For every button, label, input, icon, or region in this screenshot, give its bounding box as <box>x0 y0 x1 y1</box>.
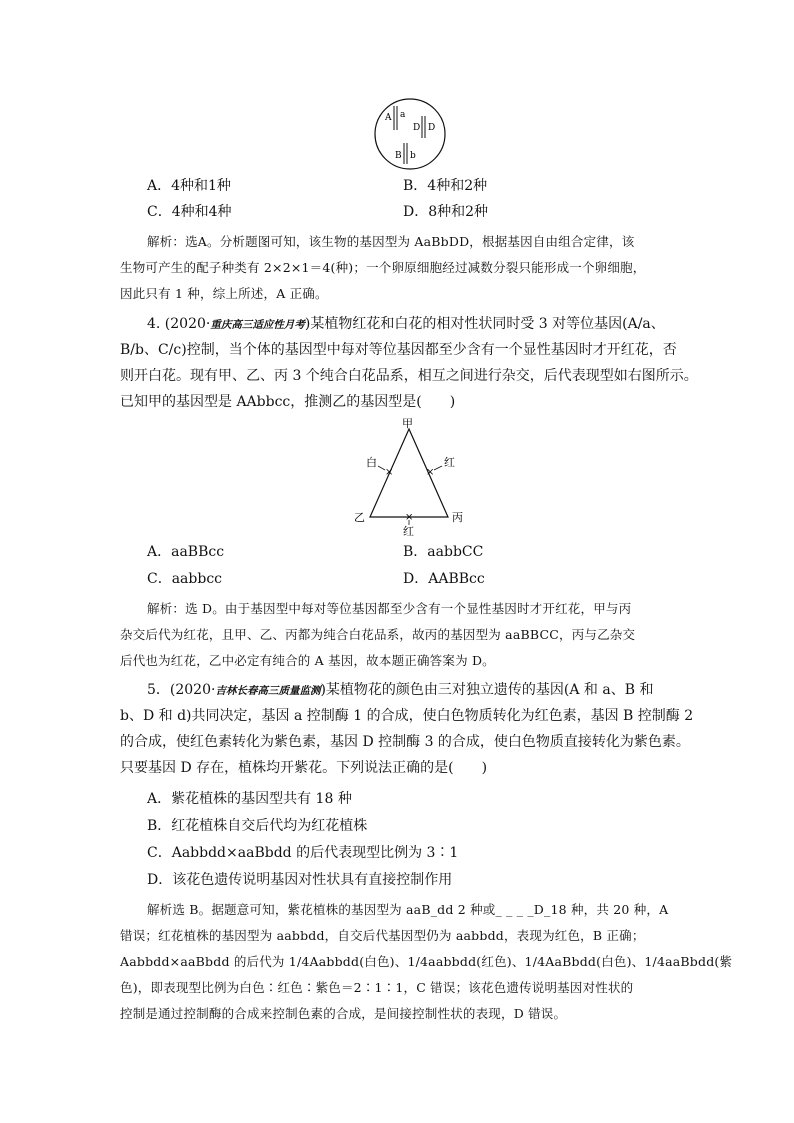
gene-label: a <box>400 110 406 120</box>
q5-stem-line: 只要基因 D 存在，植株均开紫花。下列说法正确的是( ) <box>120 760 488 776</box>
q5-analysis-line: 色)，即表现型比例为白色∶红色∶紫色＝2∶1∶1，C 错误；该花色遗传说明基因对性状的 <box>120 980 634 995</box>
q4-stem-line <box>147 311 665 338</box>
q5-option-b[interactable]: B．红花植株自交后代均为红花植株 <box>147 818 368 834</box>
q5-option-a[interactable]: A．紫花植株的基因型共有 18 种 <box>147 791 352 807</box>
strain-bing: 丙 <box>452 511 463 524</box>
q3-option-b[interactable]: B．4种和2种 <box>403 178 488 194</box>
gene-label: D <box>413 123 421 133</box>
q5-source: 吉林长春高三质量监测 <box>215 685 321 697</box>
q5-analysis-line: 控制是通过控制酶的合成来控制色素的合成，是间接控制性状的表现，D 错误。 <box>120 1006 567 1021</box>
q4-stem-line: 则开白花。现有甲、乙、丙 3 个纯合白花品系，相互之间进行杂交，后代表现型如右图所示。 <box>120 368 698 384</box>
gene-label: A <box>385 113 392 123</box>
offspring-red-label: 红 <box>444 456 455 469</box>
q3-analysis-line: 解析：选A。分析题图可知，该生物的基因型为 AaBbDD，根据基因自由组合定律，该 <box>147 234 635 249</box>
q3-analysis-line: 因此只有 1 种，综上所述，A 正确。 <box>120 286 328 301</box>
q4-analysis-line: 后代也为红花，乙中必定有纯合的 A 基因，故本题正确答案为 D。 <box>120 653 495 668</box>
offspring-red-label: 红 <box>403 525 414 536</box>
q5-analysis-line: 解析选 B。据题意可知，紫花植株的基因型为 aaB_dd 2 种或_ _ _ _D_18 种，共 20 种，A <box>147 902 669 917</box>
q5-number: 5．(2020· <box>147 682 216 698</box>
q5-analysis-line: 错误；红花植株的基因型为 aabbdd，自交后代基因型仍为 aabbdd，表现为红色，B 正确； <box>120 928 645 943</box>
cross-mark: × <box>385 467 394 478</box>
q3-option-c[interactable]: C．4种和4种 <box>147 204 232 220</box>
cross-mark: × <box>405 512 414 523</box>
q5-option-c[interactable]: C．Aabbdd×aaBbdd 的后代表现型比例为 3∶1 <box>147 845 459 861</box>
q4-text: )某植物红花和白花的相对性状同时受 3 对等位基因(A/a、 <box>304 316 665 332</box>
q4-stem-line: 已知甲的基因型是 AAbbcc，推测乙的基因型是( ) <box>120 394 456 410</box>
triangle-outline <box>370 429 448 517</box>
q4-source: 重庆高三适应性月考 <box>210 319 305 331</box>
q3-analysis-line: 生物可产生的配子种类有 2×2×1＝4(种)；一个卵原细胞经过减数分裂只能形成一个卵细胞， <box>120 260 646 275</box>
q5-text: )某植物花的颜色由三对独立遗传的基因(A 和 a、B 和 <box>320 682 654 698</box>
q4-analysis-line: 解析：选 D。由于基因型中每对等位基因都至少含有一个显性基因时才开红花，甲与丙 <box>147 601 632 616</box>
gene-label: b <box>410 151 416 161</box>
q4-analysis-line: 杂交后代为红花，且甲、乙、丙都为纯合白花品系，故丙的基因型为 aaBBCC，丙与乙杂交 <box>120 627 636 642</box>
q5-analysis-line: Aabbdd×aaBbdd 的后代为 1/4Aabbdd(白色)、1/4aabbdd(红色)、1/4AaBbdd(白色)、1/4aaBbdd(紫 <box>120 954 733 969</box>
gene-label: B <box>395 151 402 161</box>
q4-number: 4. (2020· <box>147 316 211 332</box>
cross-triangle-diagram <box>340 414 490 536</box>
strain-yi: 乙 <box>354 511 365 524</box>
q5-option-d[interactable]: D．该花色遗传说明基因对性状具有直接控制作用 <box>147 872 453 888</box>
q5-stem-line: 的合成，使红色素转化为紫色素，基因 D 控制酶 3 的合成，使白色物质直接转化为紫色素。 <box>120 734 690 750</box>
cell-diagram <box>372 96 448 172</box>
arrow-line <box>378 466 385 470</box>
q5-stem-line <box>147 677 653 704</box>
q4-option-c[interactable]: C．aabbcc <box>147 571 223 587</box>
arrow-line <box>434 466 442 470</box>
q3-option-d[interactable]: D．8种和2种 <box>403 204 489 220</box>
q4-option-a[interactable]: A．aaBBcc <box>147 544 225 560</box>
gene-label: D <box>428 123 436 133</box>
q3-option-a[interactable]: A．4种和1种 <box>147 178 231 194</box>
q4-stem-line: B/b、C/c)控制，当个体的基因型中每对等位基因都至少含有一个显性基因时才开红花，否 <box>120 342 677 358</box>
q5-stem-line: b、D 和 d)共同决定，基因 a 控制酶 1 的合成，使白色物质转化为红色素，基因 B 控制酶 2 <box>120 708 694 724</box>
cross-mark: × <box>426 467 435 478</box>
offspring-white-label: 白 <box>366 456 377 469</box>
strain-jia: 甲 <box>402 417 413 430</box>
q4-option-d[interactable]: D．AABBcc <box>403 571 485 587</box>
q4-option-b[interactable]: B．aabbCC <box>403 544 484 560</box>
